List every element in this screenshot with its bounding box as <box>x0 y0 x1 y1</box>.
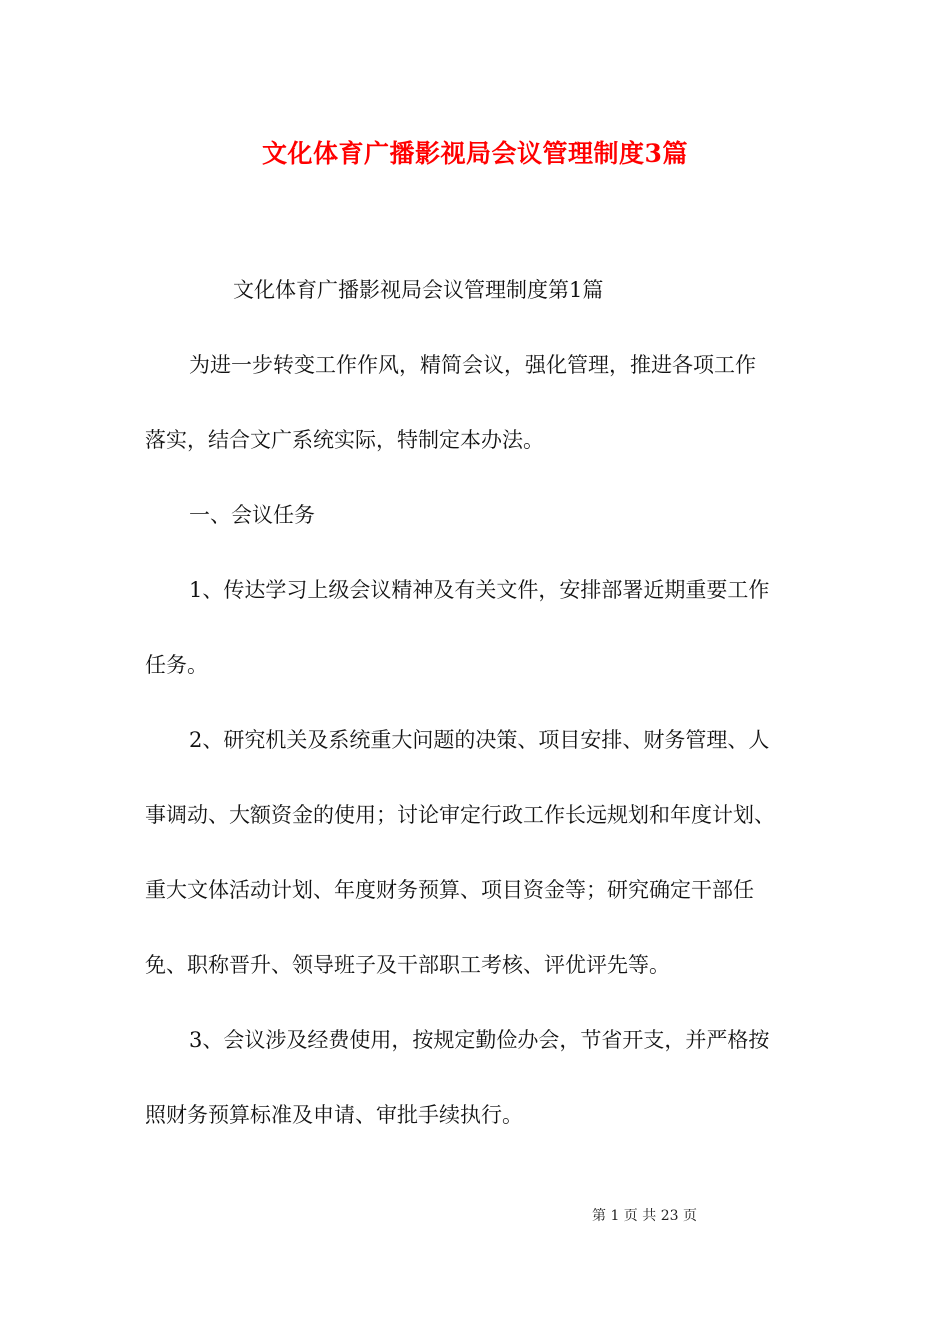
section-subtitle: 文化体育广播影视局会议管理制度第1篇 <box>233 278 604 302</box>
paragraph-line: 一、会议任务 <box>189 503 315 527</box>
page-number-footer: 第 1 页 共 23 页 <box>592 1208 697 1224</box>
paragraph-item-2 <box>145 722 815 985</box>
document-body <box>145 272 815 1172</box>
paragraph-line: 为进一步转变工作作风，精简会议，强化管理，推进各项工作 <box>189 353 756 377</box>
paragraph-line: 免、职称晋升、领导班子及干部职工考核、评优评先等。 <box>145 953 670 977</box>
paragraph-heading-tasks <box>145 497 815 535</box>
paragraph-line: 任务。 <box>145 653 208 677</box>
paragraph-line: 事调动、大额资金的使用；讨论审定行政工作长远规划和年度计划、 <box>145 803 775 827</box>
paragraph-line: 照财务预算标准及申请、审批手续执行。 <box>145 1103 523 1127</box>
paragraph-line: 落实，结合文广系统实际，特制定本办法。 <box>145 428 544 452</box>
paragraph-line: 重大文体活动计划、年度财务预算、项目资金等；研究确定干部任 <box>145 878 754 902</box>
paragraph-line: 2、研究机关及系统重大问题的决策、项目安排、财务管理、人 <box>189 728 770 752</box>
paragraph-line: 1、传达学习上级会议精神及有关文件，安排部署近期重要工作 <box>189 578 770 602</box>
paragraph-intro <box>145 347 815 460</box>
paragraph-item-1 <box>145 572 815 685</box>
document-title: 文化体育广播影视局会议管理制度3篇 <box>262 139 688 168</box>
paragraph-line: 3、会议涉及经费使用，按规定勤俭办会，节省开支，并严格按 <box>189 1028 770 1052</box>
paragraph-item-3 <box>145 1022 815 1135</box>
